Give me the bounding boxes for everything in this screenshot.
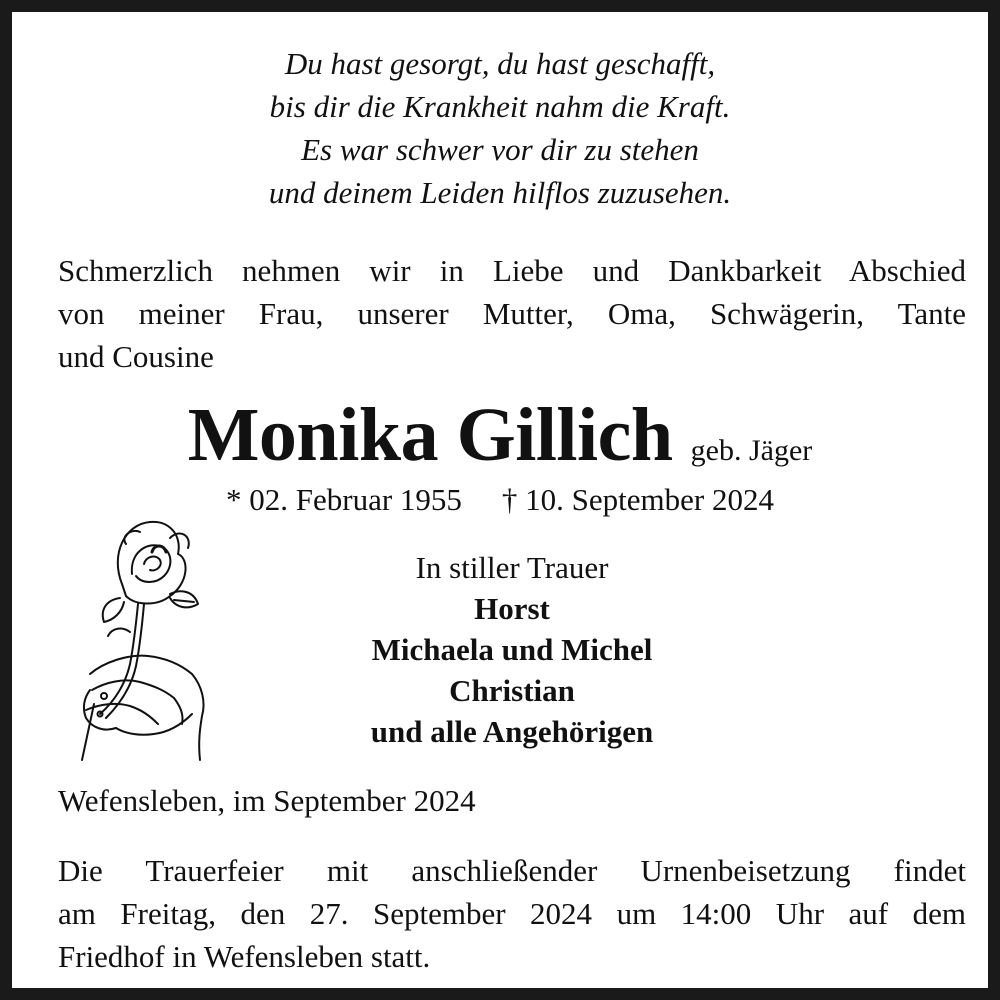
farewell-line: von meiner Frau, unserer Mutter, Oma, Schwägerin, Tante: [58, 296, 966, 331]
mourning-heading: In stiller Trauer: [415, 550, 609, 585]
funeral-info: [58, 849, 966, 978]
life-dates: [12, 482, 988, 518]
poem-line: bis dir die Krankheit nahm die Kraft.: [269, 89, 731, 124]
deceased-name: Monika Gillich: [187, 393, 673, 477]
funeral-line: Friedhof in Wefensleben statt.: [58, 939, 431, 974]
poem-line: und deinem Leiden hilflos zuzusehen.: [268, 175, 732, 210]
mourner-name: Michaela und Michel: [371, 632, 653, 667]
mourners-block: [302, 547, 722, 752]
mourner-name: und alle Angehörigen: [370, 714, 654, 749]
poem-line: Du hast gesorgt, du hast geschafft,: [284, 46, 716, 81]
poem-line: Es war schwer vor dir zu stehen: [301, 132, 699, 167]
place-date: Wefensleben, im September 2024: [58, 783, 476, 818]
deceased-name-row: [12, 392, 988, 479]
memorial-poem: [12, 42, 988, 214]
funeral-line: am Freitag, den 27. September 2024 um 14:00 Uhr auf dem: [58, 896, 966, 931]
funeral-line: Die Trauerfeier mit anschließender Urnenbeisetzung findet: [58, 853, 966, 888]
farewell-text: [58, 249, 966, 378]
rose-in-hand-icon: [70, 514, 250, 764]
farewell-line: und Cousine: [58, 339, 214, 374]
death-date: † 10. September 2024: [501, 482, 774, 517]
mourner-name: Horst: [474, 591, 550, 626]
birth-date: * 02. Februar 1955: [226, 482, 462, 517]
mourner-name: Christian: [449, 673, 575, 708]
farewell-line: Schmerzlich nehmen wir in Liebe und Dankbarkeit Abschied: [58, 253, 966, 288]
maiden-name: geb. Jäger: [690, 434, 813, 467]
